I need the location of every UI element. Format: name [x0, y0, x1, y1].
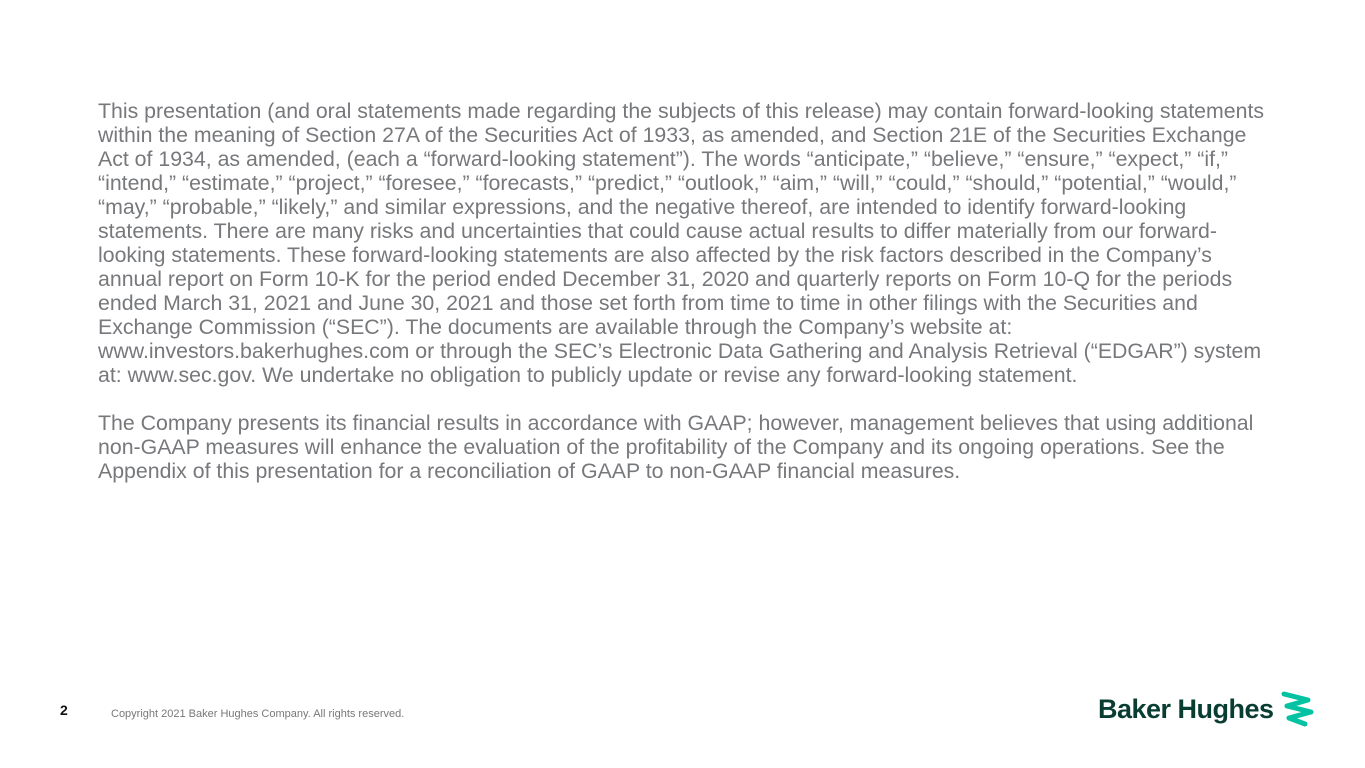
non-gaap-paragraph: The Company presents its financial results in accordance with GAAP; however, management believes that using additional non-GAAP measures will enhance the evaluation of the profitability of the Company and its ongoing operations. See the Appendix of this presentation for a reconciliation of GAAP to non-GAAP financial measures.: [98, 411, 1254, 483]
page-number: 2: [60, 702, 68, 718]
company-logo: [1098, 690, 1315, 728]
logo-wordmark: Baker Hughes: [1098, 693, 1274, 724]
forward-looking-paragraph: This presentation (and oral statements made regarding the subjects of this release) may contain forward-looking statements within the meaning of Section 27A of the Securities Act of 1933, as amended, and Section 21E of the Securities Exchange Act of 1934, as amended, (each a “forward-looking statement”). The words “anticipate,” “believe,” “ensure,” “expect,” “if,” “intend,” “estimate,” “project,” “foresee,” “forecasts,” “predict,” “outlook,” “aim,” “will,” “could,” “should,” “potential,” “would,” “may,” “probable,” “likely,” and similar expressions, and the negative thereof, are intended to identify forward-looking statements. There are many risks and uncertainties that could cause actual results to differ materially from our forward-looking statements. These forward-looking statements are also affected by the risk factors described in the Company’s annual report on Form 10-K for the period ended December 31, 2020 and quarterly reports on Form 10-Q for the periods ended March 31, 2021 and June 30, 2021 and those set forth from time to time in other filings with the Securities and Exchange Commission (“SEC”). The documents are available through the Company’s website at: www.investors.bakerhughes.com or through the SEC’s Electronic Data Gathering and Analysis Retrieval (“EDGAR”) system at: www.sec.gov. We undertake no obligation to publicly update or revise any forward-looking statement.: [98, 99, 1265, 387]
copyright-text: Copyright 2021 Baker Hughes Company. All rights reserved.: [111, 708, 405, 720]
disclaimer-text: [98, 99, 1273, 483]
baker-hughes-chevron-icon: [1281, 691, 1315, 727]
